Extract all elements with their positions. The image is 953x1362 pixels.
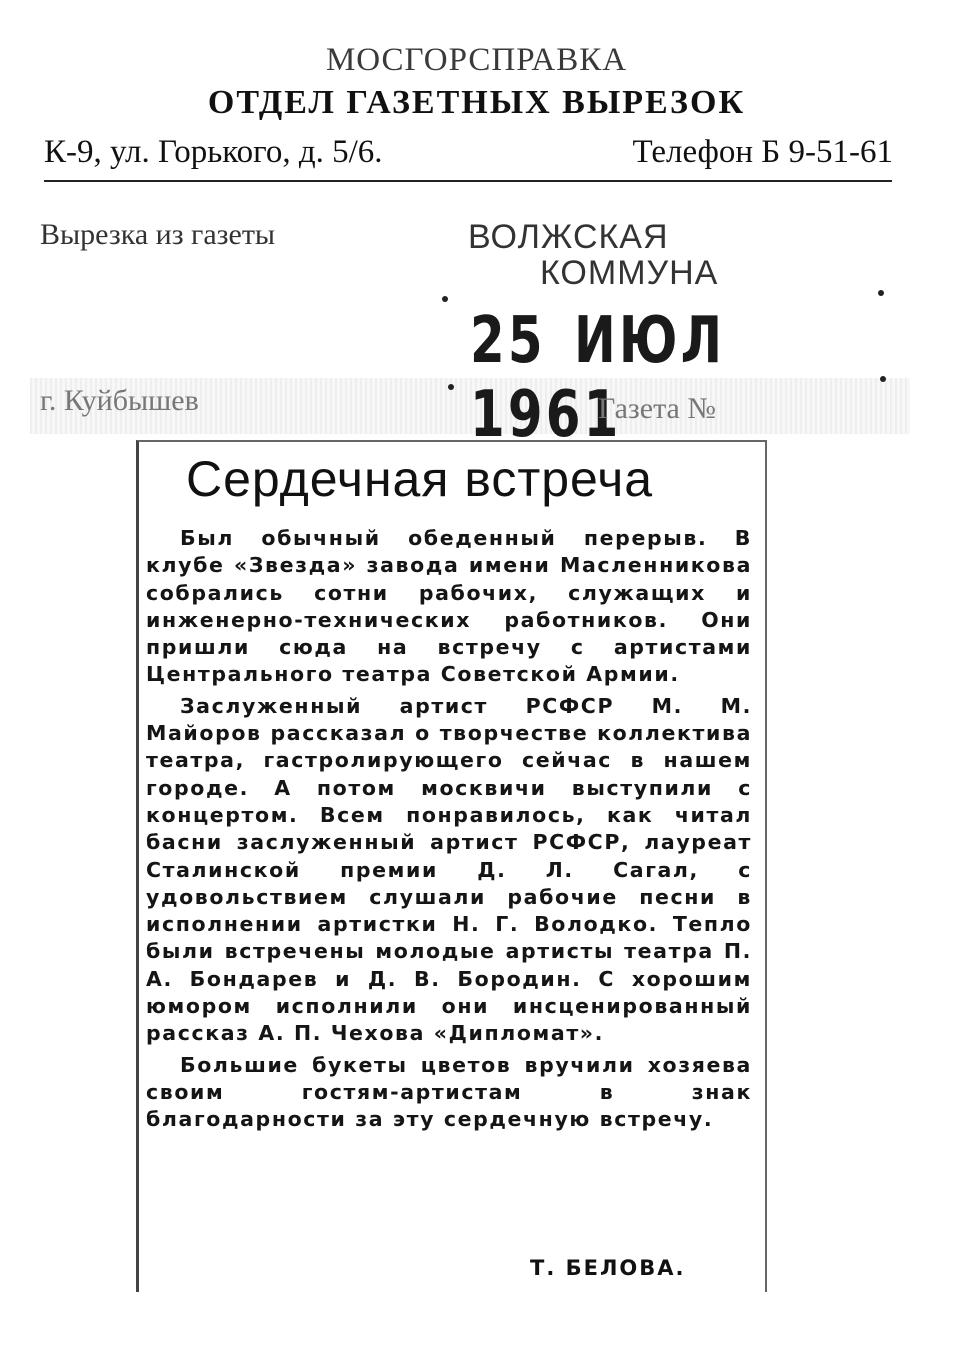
article-author: Т. БЕЛОВА. <box>530 1256 686 1280</box>
organization-title: МОСГОРСПРАВКА <box>325 42 628 78</box>
article-headline: Сердечная встреча <box>186 451 654 507</box>
stamp-dot <box>448 384 454 390</box>
clipping-label: Вырезка из газеты <box>40 218 276 251</box>
newspaper-name-line2: КОММУНА <box>540 254 719 292</box>
article-paragraph: Был обычный обеденный перерыв. В клубе «Звезда» завода имени Масленникова собрались сотни рабочих, служащих и инженерно-технических работников. Они пришли сюда на встречу с артистами Центрального театра Советской Армии. <box>146 526 752 687</box>
department-title: ОТДЕЛ ГАЗЕТНЫХ ВЫРЕЗОК <box>207 84 746 121</box>
stamp-dot <box>442 296 448 302</box>
date-stamp: 25 ИЮЛ 1961 <box>470 304 726 452</box>
city-text: г. Куйбышев <box>40 384 199 417</box>
newspaper-name-line1: ВОЛЖСКАЯ <box>468 218 669 256</box>
article-paragraph: Заслуженный артист РСФСР М. М. Майоров рассказал о творчестве коллектива театра, гастролирующего сейчас в нашем городе. А потом москвичи выступили с концертом. Всем понравилось, как читал басни заслуженный артист РСФСР, лауреат Сталинской премии Д. Л. Сагал, с удовольствием слушали рабочие песни в исполнении артистки Н. Г. Володко. Тепло были встречены молодые артисты театра П. А. Бондарев и Д. В. Бородин. С хорошим юмором исполнили они инсценированный рассказ А. П. Чехова «Дипломат». <box>146 693 752 1046</box>
stamp-dot <box>878 290 884 296</box>
issue-label: Газета № <box>598 392 716 425</box>
article-body <box>146 525 752 1138</box>
stamp-dot <box>880 376 886 382</box>
article-paragraph: Большие букеты цветов вручили хозяева своим гостям-артистам в знак благодарности за эту сердечную встречу. <box>146 1052 752 1132</box>
phone-text: Телефон Б 9-51-61 <box>632 134 893 170</box>
address-text: К-9, ул. Горького, д. 5/6. <box>44 134 383 170</box>
header-divider <box>44 180 892 182</box>
